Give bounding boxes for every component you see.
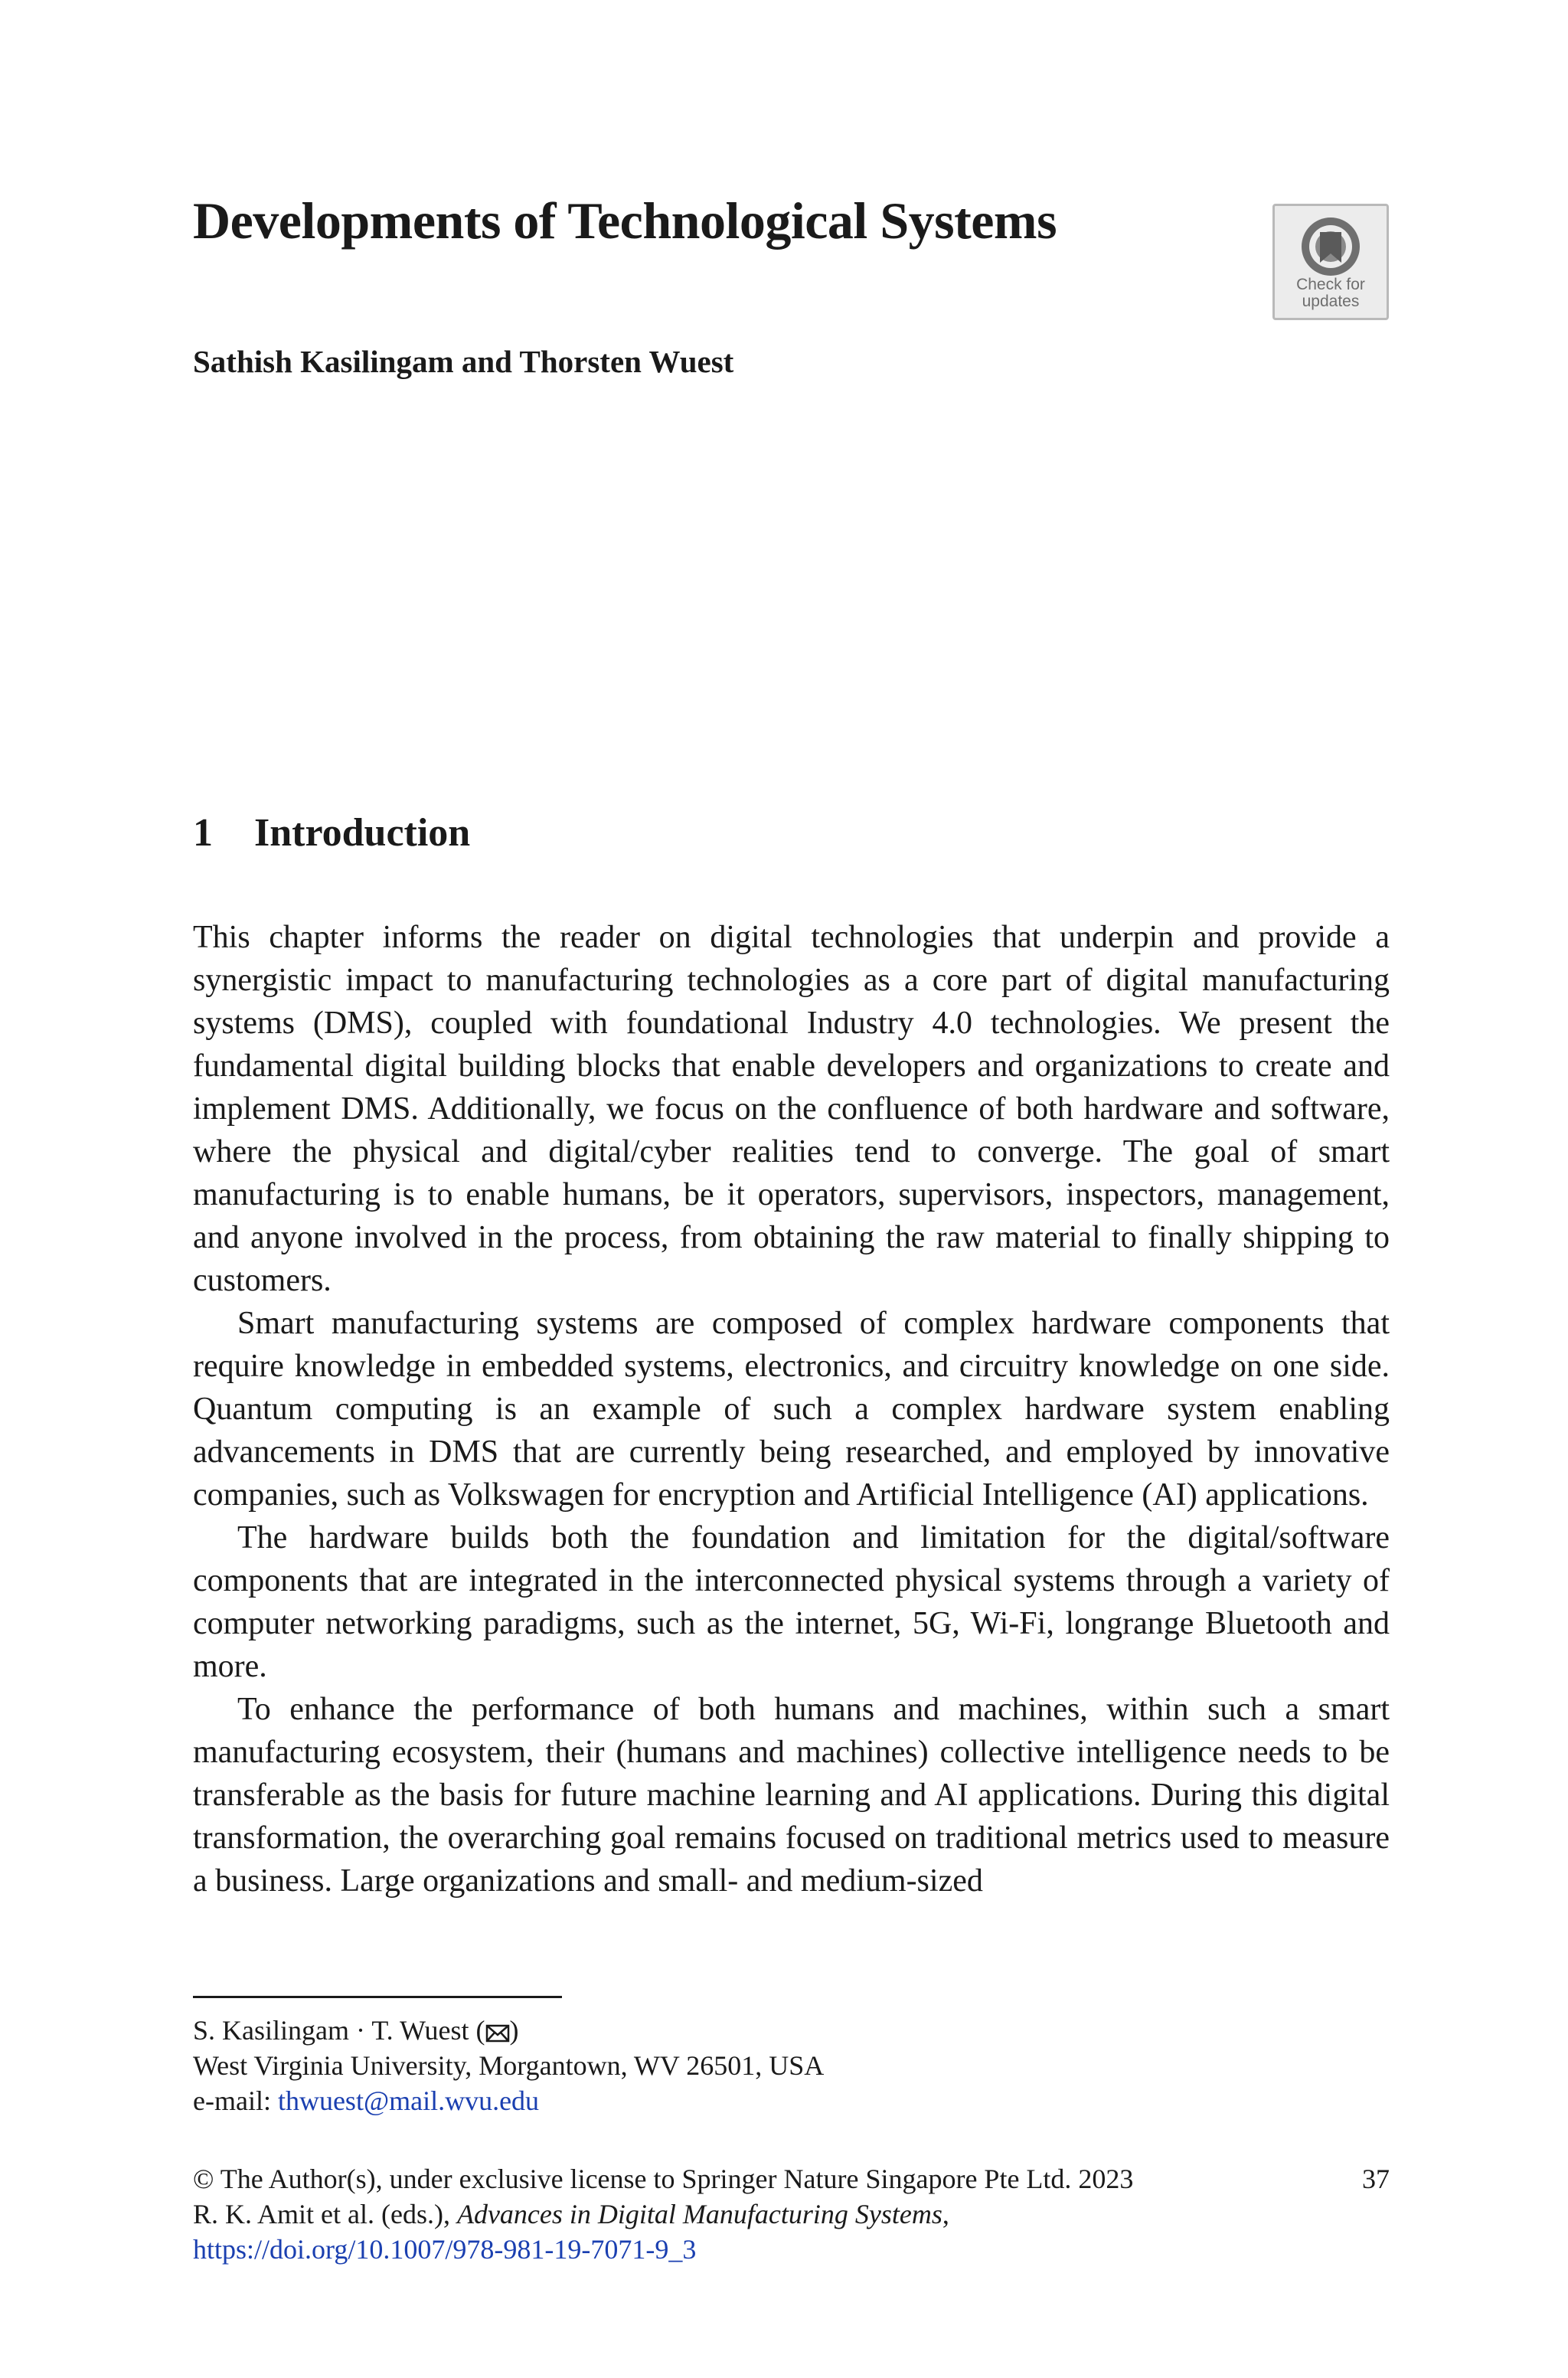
footnote-divider [193,1996,562,1998]
paragraph: The hardware builds both the foundation and limitation for the digital/software components that are integrated in the interconnected physical systems through a variety of computer networking paradigms, such as the internet, 5G, Wi-Fi, longrange Bluetooth and more. [193,1520,1390,1684]
check-for-updates-icon [1299,215,1362,278]
paragraph: To enhance the performance of both humans and machines, within such a smart manufacturing ecosystem, their (humans and machines) collective intelligence needs to be transferable as the basis for future machine learning and AI applications. During this digital transformation, the overarching goal remains focused on traditional metrics used to measure a business. Large organizations and small- and medium-sized [193,1692,1390,1899]
section-number: 1 [193,811,213,855]
publication-info [193,2161,1390,2267]
footnote-authors: S. Kasilingam · T. Wuest [193,2015,469,2046]
copyright-line: © The Author(s), under exclusive license to Springer Nature Singapore Pte Ltd. 2023 [193,2164,1134,2194]
envelope-icon [485,2023,510,2043]
chapter-title: Developments of Technological Systems [193,191,1057,250]
footnote-affiliation: West Virginia University, Morgantown, WV 26501, USA [193,2050,825,2081]
badge-label: Check for updates [1296,276,1365,310]
book-title: Advances in Digital Manufacturing Systems [456,2199,942,2229]
footnote-authors-line: S. Kasilingam · T. Wuest ( ) [193,2015,519,2046]
footnote-email-line [193,2083,824,2118]
section-heading [193,809,470,858]
body-text [193,916,1390,1902]
citation-line [193,2196,1390,2232]
doi-link[interactable]: https://doi.org/10.1007/978-981-19-7071-9_3 [193,2234,697,2265]
doi-line [193,2232,1390,2267]
section-title: Introduction [254,811,471,855]
author-footnote [193,2013,824,2118]
email-label: e-mail: [193,2085,278,2116]
paragraph: This chapter informs the reader on digital technologies that underpin and provide a synergistic impact to manufacturing technologies as a core part of digital manufacturing systems (DMS), coupled with foundational Industry 4.0 technologies. We present the fundamental digital building blocks that enable developers and organizations to create and implement DMS. Additionally, we focus on the confluence of both hardware and software, where the physical and digital/cyber realities tend to converge. The goal of smart manufacturing is to enable humans, be it operators, supervisors, inspectors, management, and anyone involved in the process, from obtaining the raw material to finally shipping to customers. [193,920,1390,1298]
editors: R. K. Amit et al. (eds.), [193,2199,457,2229]
check-for-updates-badge[interactable] [1272,204,1389,320]
email-link[interactable]: thwuest@mail.wvu.edu [277,2085,540,2116]
book-title-suffix: , [942,2199,949,2229]
page-number: 37 [1362,2164,1390,2194]
paragraph: Smart manufacturing systems are composed of complex hardware components that require knowledge in embedded systems, electronics, and circuitry knowledge on one side. Quantum computing is an example of such a complex hardware system enabling advancements in DMS that are currently being researched, and employed by innovative companies, such as Volkswagen for encryption and Artificial Intelligence (AI) applications. [193,1306,1390,1513]
author-list: Sathish Kasilingam and Thorsten Wuest [193,344,734,379]
